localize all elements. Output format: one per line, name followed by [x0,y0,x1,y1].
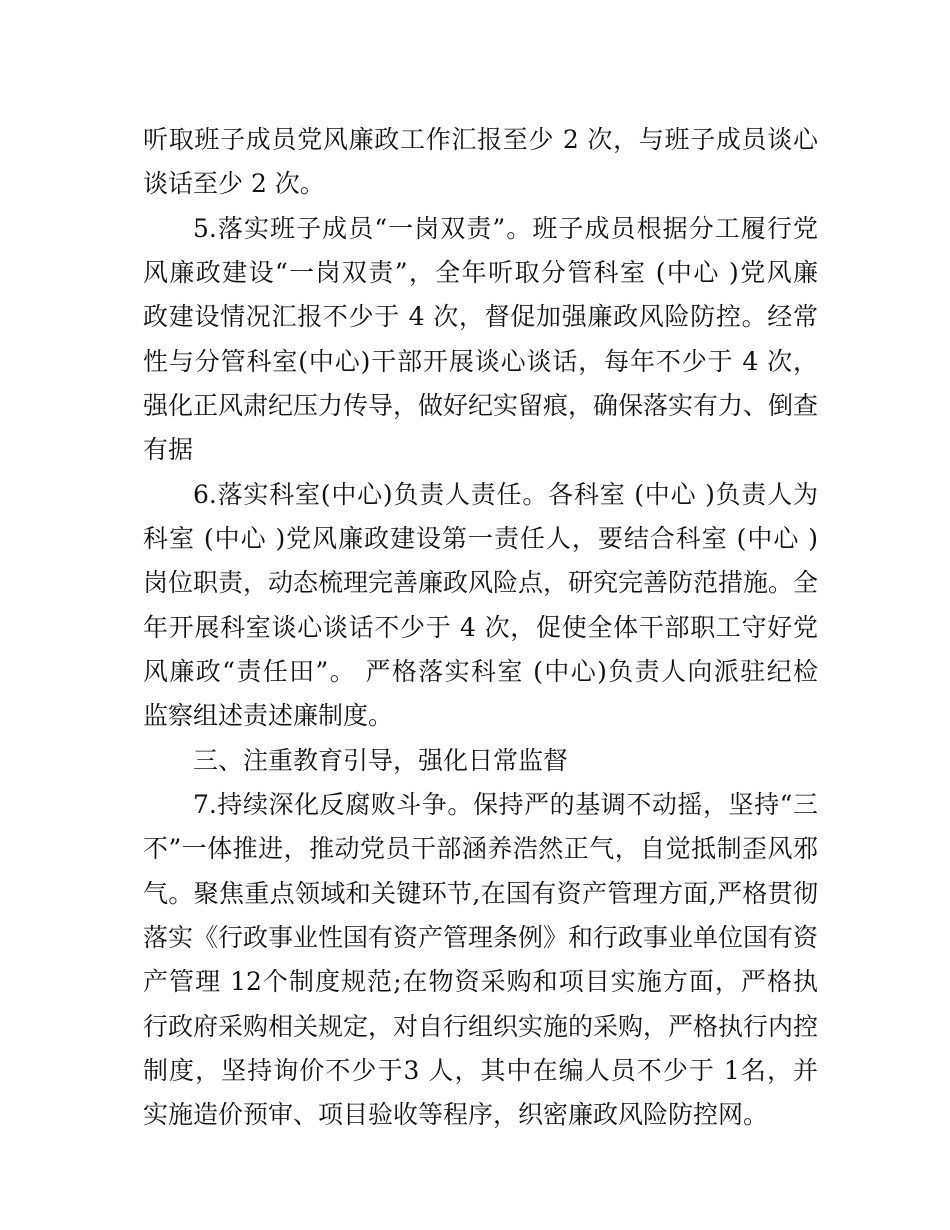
text-line: 有据 [143,435,194,464]
text-line: 产管理 12个制度规范;在物资采购和项目实施方面，严格执 [143,967,818,996]
text-line: 谈话至少 2 次。 [143,169,325,198]
text-line: 风廉政“责任田”。 严格落实科室 (中心)负责人向派驻纪检 [143,657,818,686]
text-line: 落实《行政事业性国有资产管理条例》和行政事业单位国有资 [143,923,819,952]
section-heading: 三、注重教育引导，强化日常监督 [193,746,569,775]
text-line: 科室 (中心 )党风廉政建设第一责任人，要结合科室 (中心 ) [143,524,818,553]
paragraph-5-start: 5.落实班子成员“一岗双责”。班子成员根据分工履行党 [193,214,818,243]
text-line: 风廉政建设“一岗双责”，全年听取分管科室 (中心 )党风廉 [143,258,818,287]
text-line: 气。聚焦重点领域和关键环节,在国有资产管理方面,严格贯彻 [143,879,818,908]
paragraph-7-start: 7.持续深化反腐败斗争。保持严的基调不动摇，坚持“三 [193,790,818,819]
text-line: 行政府采购相关规定，对自行组织实施的采购，严格执行内控 [143,1012,819,1041]
text-line: 强化正风肃纪压力传导，做好纪实留痕，确保落实有力、倒查 [143,391,819,420]
text-line: 年开展科室谈心谈话不少于 4 次，促使全体干部职工守好党 [143,613,818,642]
paragraph-6-start: 6.落实科室(中心)负责人责任。各科室 (中心 )负责人为 [193,480,818,509]
text-line: 政建设情况汇报不少于 4 次，督促加强廉政风险防控。经常 [143,302,818,331]
text-line: 制度，坚持询价不少于3 人，其中在编人员不少于 1名，并 [143,1056,818,1085]
text-line: 听取班子成员党风廉政工作汇报至少 2 次，与班子成员谈心 [143,125,818,154]
text-line: 实施造价预审、项目验收等程序，织密廉政风险防控网。 [143,1100,769,1129]
text-line: 性与分管科室(中心)干部开展谈心谈话，每年不少于 4 次， [143,347,818,376]
text-line: 岗位职责，动态梳理完善廉政风险点，研究完善防范措施。全 [143,568,819,597]
text-line: 监察组述责述廉制度。 [143,701,394,730]
text-line: 不”一体推进，推动党员干部涵养浩然正气，自觉抵制歪风邪 [143,834,818,863]
